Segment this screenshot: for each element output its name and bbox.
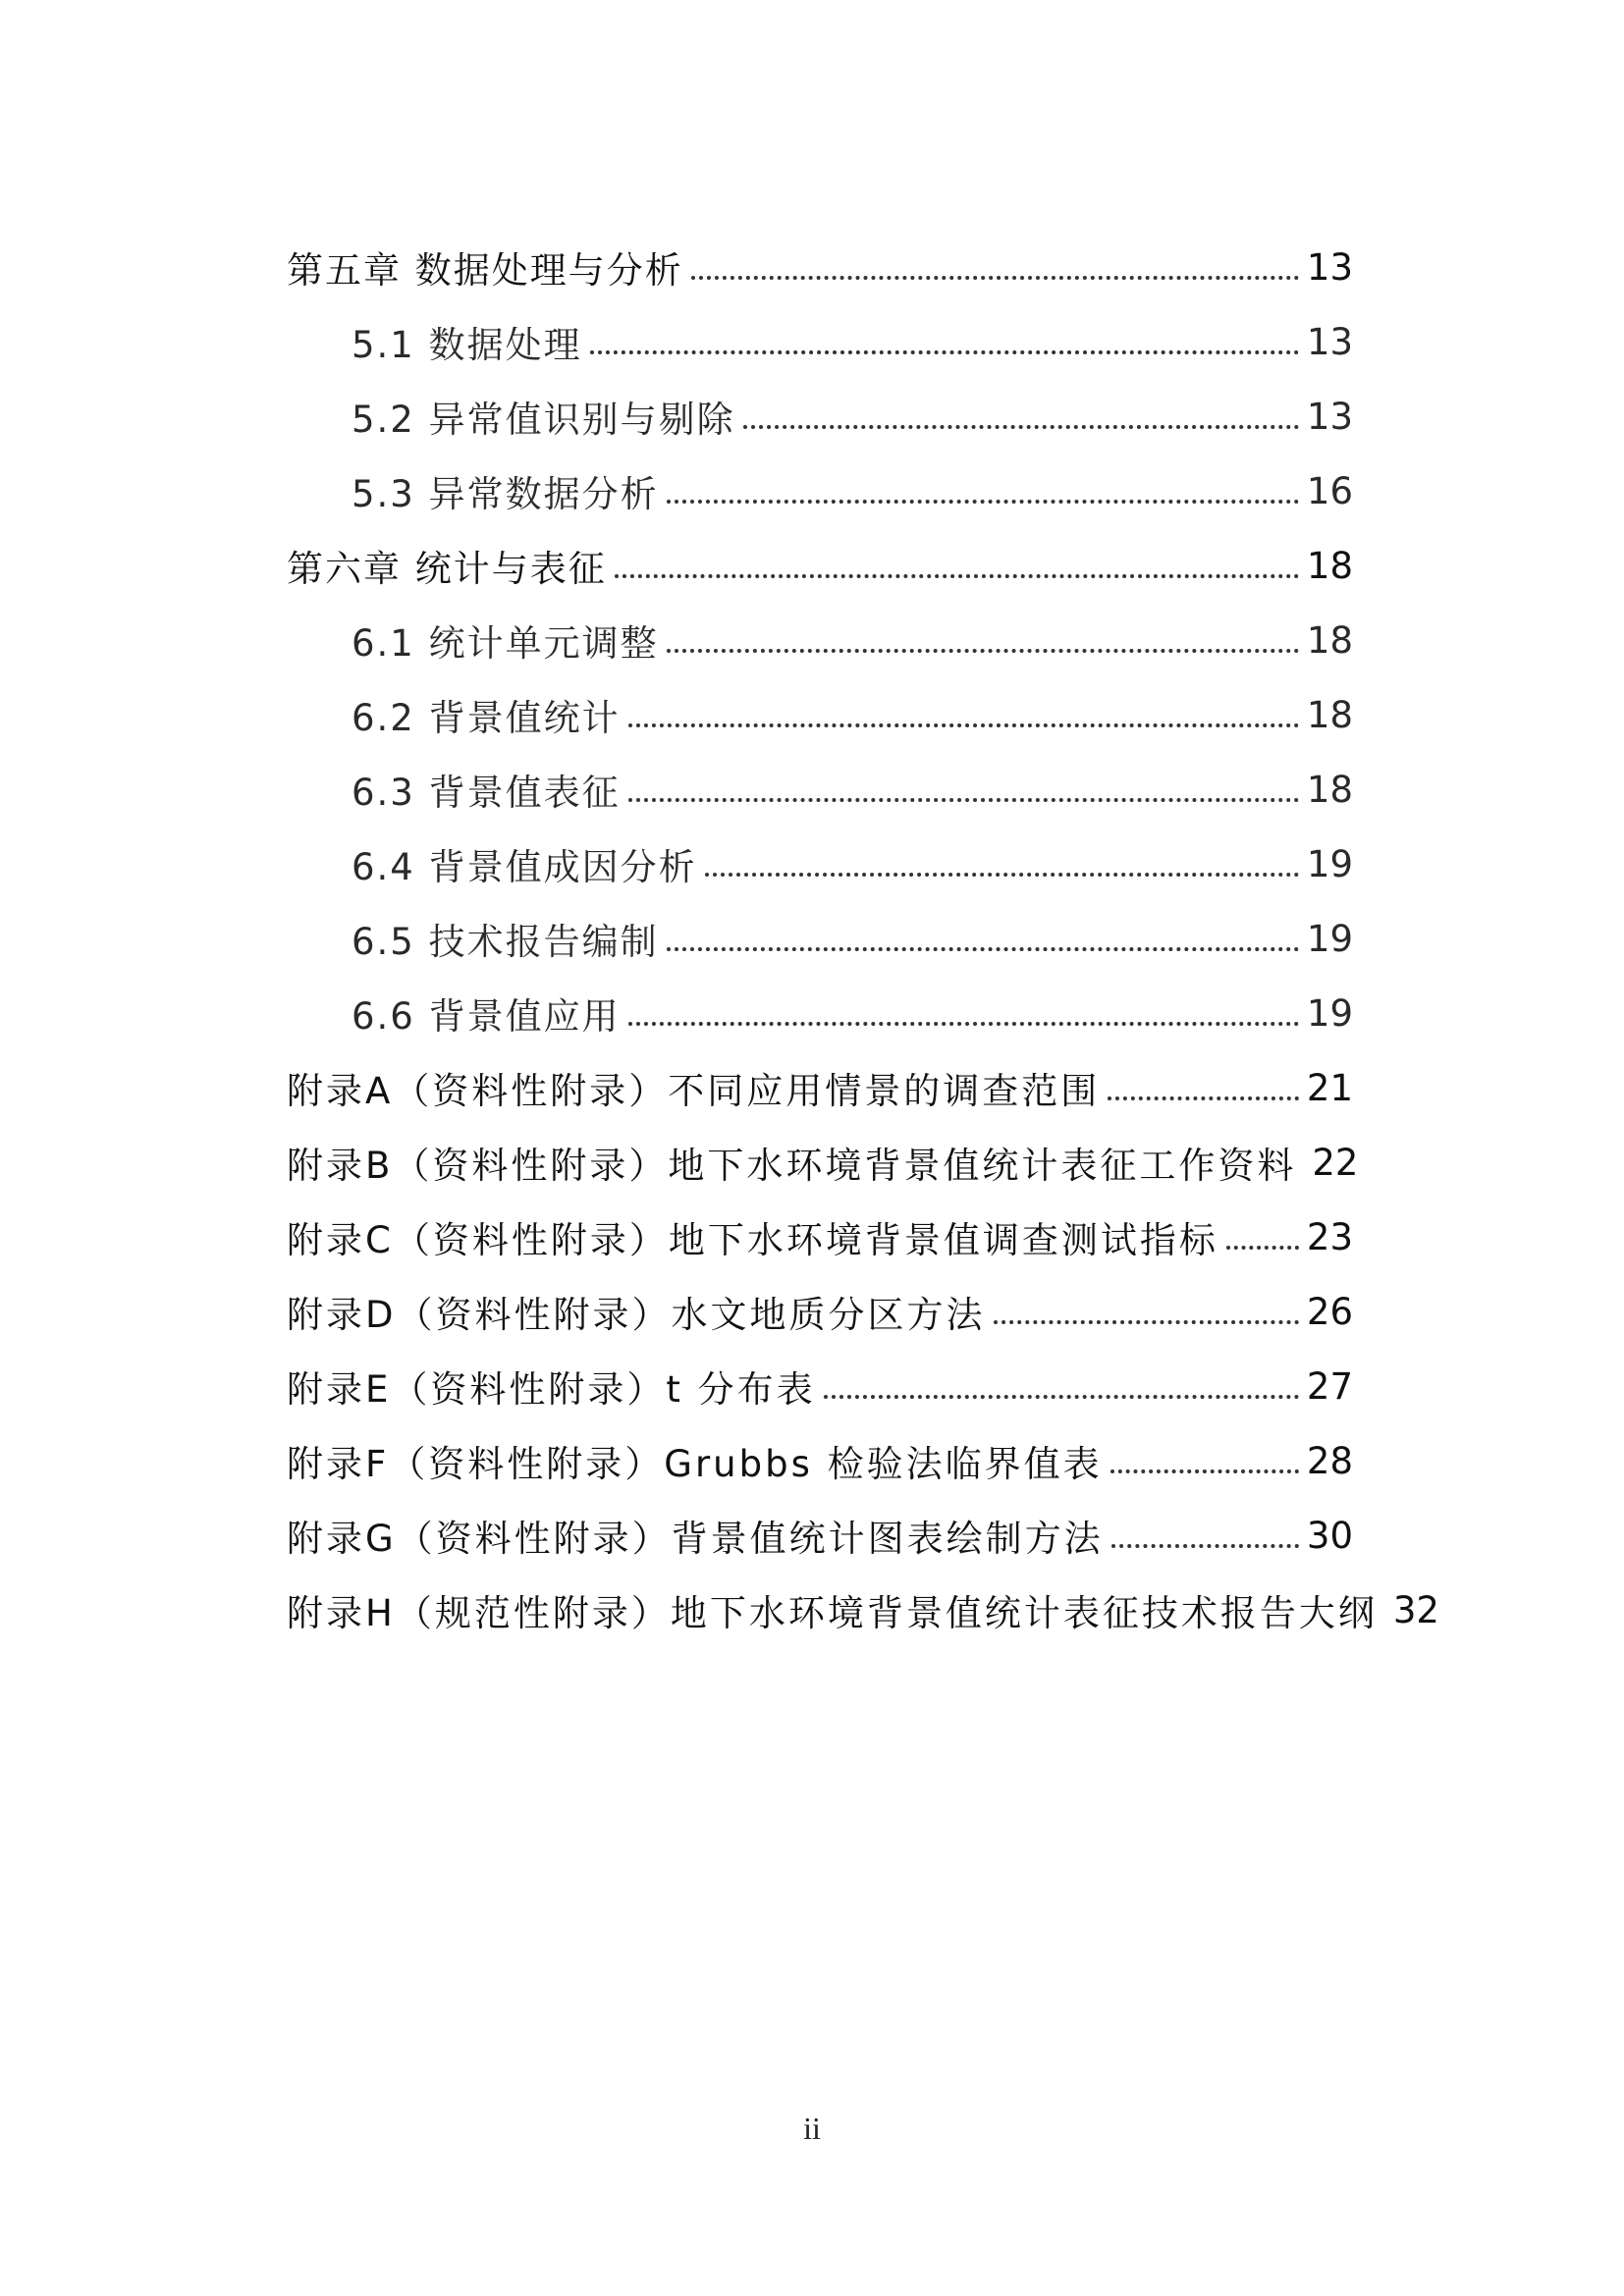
toc-entry-section-6-3[interactable] (287, 752, 1353, 827)
toc-entry-title: 第六章 统计与表征 (287, 539, 607, 592)
toc-dot-leader (628, 995, 1299, 1032)
toc-dot-leader (667, 473, 1299, 509)
toc-dot-leader (1110, 1443, 1299, 1479)
toc-dot-leader (628, 772, 1299, 808)
toc-entry-page: 18 (1306, 768, 1353, 811)
toc-dot-leader (705, 846, 1299, 882)
toc-entry-title: 附录H（规范性附录）地下水环境背景值统计表征技术报告大纲 (287, 1583, 1378, 1636)
toc-entry-title: 附录C（资料性附录）地下水环境背景值调查测试指标 (287, 1210, 1218, 1263)
toc-entry-section-5-2[interactable] (287, 379, 1353, 454)
toc-entry-appendix-h[interactable] (287, 1573, 1439, 1647)
toc-entry-appendix-g[interactable] (287, 1498, 1353, 1573)
toc-entry-title: 5.1 数据处理 (352, 315, 582, 368)
toc-entry-chapter-5[interactable] (287, 230, 1353, 304)
toc-dot-leader (628, 697, 1299, 733)
toc-entry-appendix-c[interactable] (287, 1200, 1353, 1274)
toc-entry-title: 6.2 背景值统计 (352, 688, 621, 741)
table-of-contents (287, 230, 1439, 1647)
toc-entry-section-6-1[interactable] (287, 603, 1353, 677)
toc-entry-page: 23 (1306, 1215, 1353, 1258)
toc-entry-title: 附录G（资料性附录）背景值统计图表绘制方法 (287, 1509, 1104, 1562)
toc-entry-page: 19 (1306, 991, 1353, 1035)
toc-entry-title: 附录E（资料性附录）t 分布表 (287, 1360, 816, 1413)
toc-entry-section-6-4[interactable] (287, 827, 1353, 901)
toc-dot-leader (743, 399, 1299, 435)
toc-entry-title: 5.2 异常值识别与剔除 (352, 390, 735, 443)
toc-entry-page: 30 (1306, 1514, 1353, 1557)
toc-entry-title: 附录D（资料性附录）水文地质分区方法 (287, 1285, 986, 1338)
toc-dot-leader (1111, 1518, 1299, 1554)
page-number: ii (803, 2110, 821, 2146)
toc-entry-title: 6.4 背景值成因分析 (352, 837, 697, 890)
toc-dot-leader (615, 548, 1299, 584)
toc-entry-section-5-1[interactable] (287, 304, 1353, 379)
toc-entry-section-6-5[interactable] (287, 901, 1353, 976)
toc-dot-leader (691, 249, 1299, 286)
toc-dot-leader (824, 1368, 1299, 1405)
toc-dot-leader (1108, 1070, 1299, 1106)
toc-entry-page: 13 (1306, 395, 1353, 438)
toc-dot-leader (590, 324, 1299, 360)
toc-entry-page: 32 (1392, 1588, 1439, 1631)
toc-entry-title: 6.1 统计单元调整 (352, 614, 659, 667)
toc-entry-title: 6.3 背景值表征 (352, 763, 621, 816)
toc-dot-leader (667, 921, 1299, 957)
toc-entry-appendix-f[interactable] (287, 1423, 1353, 1498)
toc-entry-title: 附录F（资料性附录）Grubbs 检验法临界值表 (287, 1434, 1103, 1487)
toc-entry-page: 27 (1306, 1364, 1353, 1408)
toc-entry-page: 22 (1312, 1141, 1359, 1184)
toc-entry-title: 第五章 数据处理与分析 (287, 240, 683, 294)
toc-entry-page: 19 (1306, 842, 1353, 885)
toc-dot-leader (1226, 1219, 1299, 1255)
toc-entry-title: 附录B（资料性附录）地下水环境背景值统计表征工作资料 (287, 1136, 1296, 1189)
toc-entry-page: 19 (1306, 917, 1353, 960)
toc-entry-page: 18 (1306, 693, 1353, 736)
toc-entry-title: 6.5 技术报告编制 (352, 912, 659, 965)
toc-entry-page: 18 (1306, 544, 1353, 587)
toc-entry-section-6-2[interactable] (287, 677, 1353, 752)
toc-entry-section-6-6[interactable] (287, 976, 1353, 1050)
toc-entry-appendix-b[interactable] (287, 1125, 1359, 1200)
toc-entry-title: 附录A（资料性附录）不同应用情景的调查范围 (287, 1061, 1100, 1114)
toc-entry-page: 18 (1306, 618, 1353, 662)
toc-entry-appendix-d[interactable] (287, 1274, 1353, 1349)
toc-entry-title: 5.3 异常数据分析 (352, 464, 659, 517)
toc-entry-appendix-e[interactable] (287, 1349, 1353, 1423)
toc-entry-page: 26 (1306, 1290, 1353, 1333)
toc-entry-title: 6.6 背景值应用 (352, 987, 621, 1040)
toc-entry-appendix-a[interactable] (287, 1050, 1353, 1125)
toc-dot-leader (667, 622, 1299, 659)
toc-entry-page: 16 (1306, 469, 1353, 512)
toc-entry-page: 28 (1306, 1439, 1353, 1482)
toc-entry-page: 13 (1306, 245, 1353, 289)
toc-entry-section-5-3[interactable] (287, 454, 1353, 528)
toc-entry-chapter-6[interactable] (287, 528, 1353, 603)
toc-entry-page: 13 (1306, 320, 1353, 363)
toc-dot-leader (994, 1294, 1299, 1330)
toc-entry-page: 21 (1306, 1066, 1353, 1109)
